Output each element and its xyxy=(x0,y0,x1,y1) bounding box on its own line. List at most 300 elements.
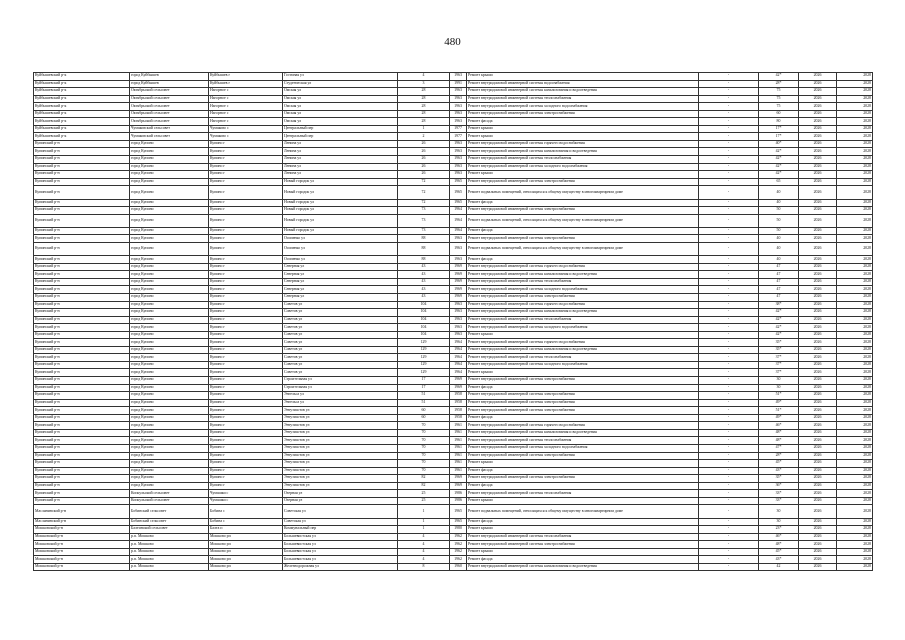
start-year-cell: 2026 xyxy=(799,331,837,339)
locality-cell: Мошково рп xyxy=(209,556,283,564)
value-cell: 45* xyxy=(759,548,799,556)
status-cell: - xyxy=(699,346,759,354)
value-cell: 46* xyxy=(759,422,799,430)
locality-cell: Нагорное с xyxy=(209,95,283,103)
locality-cell: Купино г xyxy=(209,301,283,309)
value-cell: 40* xyxy=(759,140,799,148)
street-cell: Северная ул xyxy=(283,271,398,279)
work-type-cell: Ремонт крыши xyxy=(467,133,699,141)
street-cell: Советов ул xyxy=(283,301,398,309)
start-year-cell: 2026 xyxy=(799,361,837,369)
region-cell: Купинский р-н xyxy=(34,294,130,302)
locality-cell: Мошково рп xyxy=(209,541,283,549)
end-year-cell: 2028 xyxy=(837,331,873,339)
table-row xyxy=(34,171,873,179)
region-cell: Купинский р-н xyxy=(34,309,130,317)
locality-cell: Купино г xyxy=(209,242,283,255)
street-cell: Строительная ул xyxy=(283,377,398,385)
start-year-cell: 2026 xyxy=(799,118,837,126)
house-cell: 26 xyxy=(398,140,450,148)
end-year-cell: 2028 xyxy=(837,490,873,498)
start-year-cell: 2026 xyxy=(799,437,837,445)
start-year-cell: 2026 xyxy=(799,384,837,392)
settlement-cell: город Купино xyxy=(130,256,209,264)
region-cell: Купинский р-н xyxy=(34,278,130,286)
end-year-cell: 2028 xyxy=(837,235,873,243)
street-cell: Гостиная ул xyxy=(283,73,398,81)
house-cell: 104 xyxy=(398,309,450,317)
street-cell: Советов ул xyxy=(283,339,398,347)
year-cell: 1961 xyxy=(450,422,467,430)
start-year-cell: 2026 xyxy=(799,294,837,302)
work-type-cell: Ремонт фасада xyxy=(467,199,699,207)
locality-cell: Чумаково с xyxy=(209,125,283,133)
locality-cell: Купино г xyxy=(209,214,283,227)
table-row xyxy=(34,482,873,490)
settlement-cell: город Купино xyxy=(130,235,209,243)
start-year-cell: 2026 xyxy=(799,148,837,156)
settlement-cell: город Купино xyxy=(130,437,209,445)
work-type-cell: Ремонт внутридомовой инженерной системы холодного водоснабжения xyxy=(467,103,699,111)
start-year-cell: 2026 xyxy=(799,422,837,430)
work-type-cell: Ремонт крыши xyxy=(467,369,699,377)
start-year-cell: 2026 xyxy=(799,533,837,541)
locality-cell: Нагорное с xyxy=(209,118,283,126)
house-cell: 82 xyxy=(398,482,450,490)
settlement-cell: город Купино xyxy=(130,271,209,279)
year-cell: 1958 xyxy=(450,399,467,407)
house-cell: 88 xyxy=(398,235,450,243)
settlement-cell: город Купино xyxy=(130,384,209,392)
table-row xyxy=(34,505,873,518)
work-type-cell: Ремонт внутридомовой инженерной системы теплоснабжения xyxy=(467,156,699,164)
settlement-cell: Октябрьский сельсовет xyxy=(130,95,209,103)
table-row xyxy=(34,286,873,294)
street-cell: Омская ул xyxy=(283,110,398,118)
house-cell: 72 xyxy=(398,178,450,186)
start-year-cell: 2026 xyxy=(799,286,837,294)
street-cell: Северная ул xyxy=(283,278,398,286)
settlement-cell: город Купино xyxy=(130,286,209,294)
end-year-cell: 2028 xyxy=(837,73,873,81)
work-type-cell: Ремонт внутридомовой инженерной системы электроснабжения xyxy=(467,452,699,460)
street-cell: Энтузиастов ул xyxy=(283,414,398,422)
value-cell: 30 xyxy=(759,505,799,518)
region-cell: Купинский р-н xyxy=(34,384,130,392)
locality-cell: Купино г xyxy=(209,199,283,207)
start-year-cell: 2026 xyxy=(799,346,837,354)
work-type-cell: Ремонт внутридомовой инженерной системы электроснабжения xyxy=(467,110,699,118)
end-year-cell: 2028 xyxy=(837,324,873,332)
value-cell: 42* xyxy=(759,171,799,179)
work-type-cell: Ремонт крыши xyxy=(467,331,699,339)
region-cell: Мошковский р-н xyxy=(34,533,130,541)
year-cell: 1969 xyxy=(450,263,467,271)
end-year-cell: 2028 xyxy=(837,156,873,164)
value-cell: 42* xyxy=(759,309,799,317)
start-year-cell: 2026 xyxy=(799,88,837,96)
start-year-cell: 2026 xyxy=(799,110,837,118)
table-row xyxy=(34,467,873,475)
start-year-cell: 2026 xyxy=(799,156,837,164)
house-cell: 129 xyxy=(398,346,450,354)
work-type-cell: Ремонт внутридомовой инженерной системы горячего водоснабжения xyxy=(467,263,699,271)
status-cell: - xyxy=(699,556,759,564)
start-year-cell: 2026 xyxy=(799,518,837,526)
settlement-cell: город Купино xyxy=(130,309,209,317)
locality-cell: Купино г xyxy=(209,444,283,452)
work-type-cell: Ремонт внутридомовой инженерной системы канализования и водоотведения xyxy=(467,346,699,354)
end-year-cell: 2028 xyxy=(837,563,873,571)
street-cell: Новый городок ул xyxy=(283,207,398,215)
street-cell: Энгельса ул xyxy=(283,392,398,400)
work-type-cell: Ремонт внутридомовой инженерной системы канализования и водоотведения xyxy=(467,271,699,279)
locality-cell: Купино г xyxy=(209,452,283,460)
year-cell: 1969 xyxy=(450,271,467,279)
region-cell: Купинский р-н xyxy=(34,256,130,264)
settlement-cell: город Купино xyxy=(130,148,209,156)
settlement-cell: город Купино xyxy=(130,199,209,207)
region-cell: Купинский р-н xyxy=(34,242,130,255)
table-row xyxy=(34,541,873,549)
start-year-cell: 2026 xyxy=(799,414,837,422)
house-cell: 72 xyxy=(398,186,450,199)
region-cell: Куйбышевский р-к xyxy=(34,103,130,111)
street-cell: Осипенко ул xyxy=(283,242,398,255)
status-cell: - xyxy=(699,324,759,332)
start-year-cell: 2026 xyxy=(799,467,837,475)
value-cell: 42* xyxy=(759,73,799,81)
status-cell: - xyxy=(699,207,759,215)
value-cell: 35* xyxy=(759,339,799,347)
status-cell: - xyxy=(699,178,759,186)
status-cell: - xyxy=(699,80,759,88)
table-row xyxy=(34,399,873,407)
start-year-cell: 2026 xyxy=(799,316,837,324)
year-cell: 1964 xyxy=(450,227,467,235)
value-cell: 51* xyxy=(759,392,799,400)
house-cell: 104 xyxy=(398,301,450,309)
settlement-cell: город Купино xyxy=(130,227,209,235)
status-cell: - xyxy=(699,452,759,460)
year-cell: 1980 xyxy=(450,526,467,534)
house-cell: 4 xyxy=(398,73,450,81)
value-cell: 80 xyxy=(759,118,799,126)
end-year-cell: 2028 xyxy=(837,118,873,126)
settlement-cell: город Купино xyxy=(130,171,209,179)
value-cell: 48* xyxy=(759,541,799,549)
settlement-cell: город Купино xyxy=(130,263,209,271)
house-cell: 28 xyxy=(398,95,450,103)
end-year-cell: 2028 xyxy=(837,437,873,445)
street-cell: Энтузиастов ул xyxy=(283,460,398,468)
settlement-cell: Октябрьский сельсовет xyxy=(130,110,209,118)
house-cell: 73 xyxy=(398,227,450,235)
settlement-cell: город Купино xyxy=(130,460,209,468)
house-cell: 104 xyxy=(398,316,450,324)
house-cell: 60 xyxy=(398,407,450,415)
region-cell: Купинский р-н xyxy=(34,207,130,215)
start-year-cell: 2026 xyxy=(799,526,837,534)
table-row xyxy=(34,316,873,324)
table-row xyxy=(34,186,873,199)
house-cell: 129 xyxy=(398,361,450,369)
settlement-cell: город Купино xyxy=(130,452,209,460)
house-cell: 26 xyxy=(398,163,450,171)
start-year-cell: 2026 xyxy=(799,256,837,264)
end-year-cell: 2028 xyxy=(837,460,873,468)
year-cell: 1961 xyxy=(450,460,467,468)
status-cell: - xyxy=(699,548,759,556)
start-year-cell: 2026 xyxy=(799,171,837,179)
value-cell: 75 xyxy=(759,95,799,103)
status-cell: - xyxy=(699,278,759,286)
house-cell: 25 xyxy=(398,497,450,505)
locality-cell: Мошково рп xyxy=(209,533,283,541)
region-cell: Купинский р-н xyxy=(34,497,130,505)
house-cell: 70 xyxy=(398,437,450,445)
house-cell: 1 xyxy=(398,505,450,518)
table-row xyxy=(34,548,873,556)
table-row xyxy=(34,80,873,88)
end-year-cell: 2028 xyxy=(837,148,873,156)
year-cell: 1964 xyxy=(450,369,467,377)
end-year-cell: 2028 xyxy=(837,133,873,141)
status-cell: - xyxy=(699,518,759,526)
status-cell: - xyxy=(699,467,759,475)
street-cell: Советская ул xyxy=(283,505,398,518)
work-type-cell: Ремонт внутридомовой инженерной системы канализования и водоотведения xyxy=(467,563,699,571)
start-year-cell: 2026 xyxy=(799,482,837,490)
year-cell: 1964 xyxy=(450,207,467,215)
year-cell: 1969 xyxy=(450,286,467,294)
region-cell: Купинский р-н xyxy=(34,263,130,271)
table-row xyxy=(34,294,873,302)
table-row xyxy=(34,526,873,534)
house-cell: 2 xyxy=(398,133,450,141)
table-row xyxy=(34,490,873,498)
work-type-cell: Ремонт фасада xyxy=(467,467,699,475)
locality-cell: Купино г xyxy=(209,294,283,302)
table-row xyxy=(34,125,873,133)
start-year-cell: 2026 xyxy=(799,103,837,111)
locality-cell: Купино г xyxy=(209,407,283,415)
street-cell: Северная ул xyxy=(283,294,398,302)
end-year-cell: 2028 xyxy=(837,556,873,564)
work-type-cell: Ремонт внутридомовой инженерной системы теплоснабжения xyxy=(467,278,699,286)
table-row xyxy=(34,422,873,430)
value-cell: 48* xyxy=(759,437,799,445)
value-cell: 47 xyxy=(759,286,799,294)
year-cell: 1965 xyxy=(450,186,467,199)
house-cell: 26 xyxy=(398,148,450,156)
year-cell: 1960 xyxy=(450,563,467,571)
status-cell: - xyxy=(699,444,759,452)
status-cell: - xyxy=(699,414,759,422)
value-cell: 35* xyxy=(759,346,799,354)
end-year-cell: 2028 xyxy=(837,125,873,133)
street-cell: Советов ул xyxy=(283,346,398,354)
house-cell: 88 xyxy=(398,256,450,264)
value-cell: 47 xyxy=(759,271,799,279)
region-cell: Купинский р-н xyxy=(34,227,130,235)
end-year-cell: 2028 xyxy=(837,316,873,324)
end-year-cell: 2028 xyxy=(837,186,873,199)
value-cell: 40 xyxy=(759,199,799,207)
region-cell: Купинский р-н xyxy=(34,490,130,498)
table-row xyxy=(34,88,873,96)
table-row xyxy=(34,437,873,445)
value-cell: 47 xyxy=(759,278,799,286)
end-year-cell: 2028 xyxy=(837,526,873,534)
house-cell: 82 xyxy=(398,475,450,483)
region-cell: Купинский р-н xyxy=(34,369,130,377)
start-year-cell: 2026 xyxy=(799,133,837,141)
settlement-cell: город Купино xyxy=(130,354,209,362)
year-cell: 1963 xyxy=(450,171,467,179)
end-year-cell: 2028 xyxy=(837,242,873,255)
house-cell: 51 xyxy=(398,399,450,407)
value-cell: 43* xyxy=(759,556,799,564)
locality-cell: Купино г xyxy=(209,148,283,156)
locality-cell: Купино г xyxy=(209,156,283,164)
year-cell: 1961 xyxy=(450,437,467,445)
locality-cell: Нагорное с xyxy=(209,88,283,96)
work-type-cell: Ремонт внутридомовой инженерной системы канализования и водоотведения xyxy=(467,429,699,437)
year-cell: 1969 xyxy=(450,377,467,385)
table-row xyxy=(34,331,873,339)
table-row xyxy=(34,235,873,243)
work-type-cell: Ремонт внутридомовой инженерной системы электроснабжения xyxy=(467,541,699,549)
work-type-cell: Ремонт фасада xyxy=(467,556,699,564)
settlement-cell: город Купино xyxy=(130,178,209,186)
table-row xyxy=(34,163,873,171)
street-cell: Советов ул xyxy=(283,316,398,324)
end-year-cell: 2028 xyxy=(837,541,873,549)
value-cell: 30 xyxy=(759,377,799,385)
street-cell: Советская ул xyxy=(283,518,398,526)
status-cell: - xyxy=(699,369,759,377)
status-cell: - xyxy=(699,271,759,279)
end-year-cell: 2028 xyxy=(837,392,873,400)
house-cell: 129 xyxy=(398,354,450,362)
locality-cell: Мошково рп xyxy=(209,548,283,556)
work-type-cell: Ремонт внутридомовой инженерной системы электроснабжения xyxy=(467,392,699,400)
start-year-cell: 2026 xyxy=(799,339,837,347)
value-cell: 50 xyxy=(759,207,799,215)
house-cell: 51 xyxy=(398,392,450,400)
locality-cell: Купино г xyxy=(209,309,283,317)
table-row xyxy=(34,271,873,279)
region-cell: Мошковский р-н xyxy=(34,541,130,549)
table-row xyxy=(34,414,873,422)
start-year-cell: 2026 xyxy=(799,263,837,271)
settlement-cell: город Купино xyxy=(130,361,209,369)
status-cell: - xyxy=(699,286,759,294)
value-cell: 35* xyxy=(759,475,799,483)
status-cell: - xyxy=(699,73,759,81)
table-row xyxy=(34,346,873,354)
year-cell: 1965 xyxy=(450,505,467,518)
settlement-cell: Копкульский сельсовет xyxy=(130,490,209,498)
value-cell: 48* xyxy=(759,429,799,437)
settlement-cell: город Купино xyxy=(130,163,209,171)
status-cell: - xyxy=(699,482,759,490)
status-cell: - xyxy=(699,384,759,392)
start-year-cell: 2026 xyxy=(799,301,837,309)
region-cell: Купинский р-н xyxy=(34,171,130,179)
street-cell: Омская ул xyxy=(283,88,398,96)
table-row xyxy=(34,263,873,271)
work-type-cell: Ремонт внутридомовой инженерной системы теплоснабжения xyxy=(467,316,699,324)
status-cell: - xyxy=(699,263,759,271)
locality-cell: Купино г xyxy=(209,286,283,294)
street-cell: Центральный пер xyxy=(283,133,398,141)
table-row xyxy=(34,207,873,215)
year-cell: 1963 xyxy=(450,148,467,156)
region-cell: Купинский р-н xyxy=(34,214,130,227)
street-cell: Озерная ул xyxy=(283,497,398,505)
work-type-cell: Ремонт внутридомовой инженерной системы горячего водоснабжения xyxy=(467,140,699,148)
end-year-cell: 2028 xyxy=(837,452,873,460)
year-cell: 1963 xyxy=(450,95,467,103)
status-cell: - xyxy=(699,125,759,133)
settlement-cell: Чумаковский сельсовет xyxy=(130,133,209,141)
end-year-cell: 2028 xyxy=(837,199,873,207)
value-cell: 47* xyxy=(759,444,799,452)
status-cell: - xyxy=(699,163,759,171)
region-cell: Купинский р-н xyxy=(34,437,130,445)
work-type-cell: Ремонт внутридомовой инженерной системы теплоснабжения xyxy=(467,95,699,103)
locality-cell: Куйбышев г xyxy=(209,80,283,88)
status-cell: - xyxy=(699,309,759,317)
locality-cell: Купино г xyxy=(209,339,283,347)
locality-cell: Купино г xyxy=(209,437,283,445)
table-row xyxy=(34,199,873,207)
status-cell: - xyxy=(699,110,759,118)
region-cell: Купинский р-н xyxy=(34,163,130,171)
work-type-cell: Ремонт крыши xyxy=(467,497,699,505)
region-cell: Куйбышевский р-к xyxy=(34,110,130,118)
year-cell: 1977 xyxy=(450,133,467,141)
start-year-cell: 2026 xyxy=(799,556,837,564)
locality-cell: Купино г xyxy=(209,178,283,186)
table-row xyxy=(34,475,873,483)
status-cell: - xyxy=(699,460,759,468)
value-cell: 17* xyxy=(759,133,799,141)
settlement-cell: город Купино xyxy=(130,467,209,475)
table-row xyxy=(34,497,873,505)
status-cell: - xyxy=(699,294,759,302)
work-type-cell: Ремонт внутридомовой инженерной системы теплоснабжения xyxy=(467,490,699,498)
street-cell: Большевистская ул xyxy=(283,556,398,564)
work-type-cell: Ремонт внутридомовой инженерной системы электроснабжения xyxy=(467,407,699,415)
house-cell: 1 xyxy=(398,518,450,526)
street-cell: Советов ул xyxy=(283,361,398,369)
start-year-cell: 2026 xyxy=(799,140,837,148)
settlement-cell: город Купино xyxy=(130,214,209,227)
value-cell: 42* xyxy=(759,163,799,171)
region-cell: Купинский р-н xyxy=(34,392,130,400)
work-type-cell: Ремонт подвальных помещений, относящихся к общему имуществу в многоквартирном доме xyxy=(467,242,699,255)
year-cell: 1963 xyxy=(450,256,467,264)
value-cell: 42* xyxy=(759,156,799,164)
table-row xyxy=(34,444,873,452)
status-cell: - xyxy=(699,118,759,126)
status-cell: - xyxy=(699,88,759,96)
table-row xyxy=(34,242,873,255)
locality-cell: Нагорное с xyxy=(209,110,283,118)
